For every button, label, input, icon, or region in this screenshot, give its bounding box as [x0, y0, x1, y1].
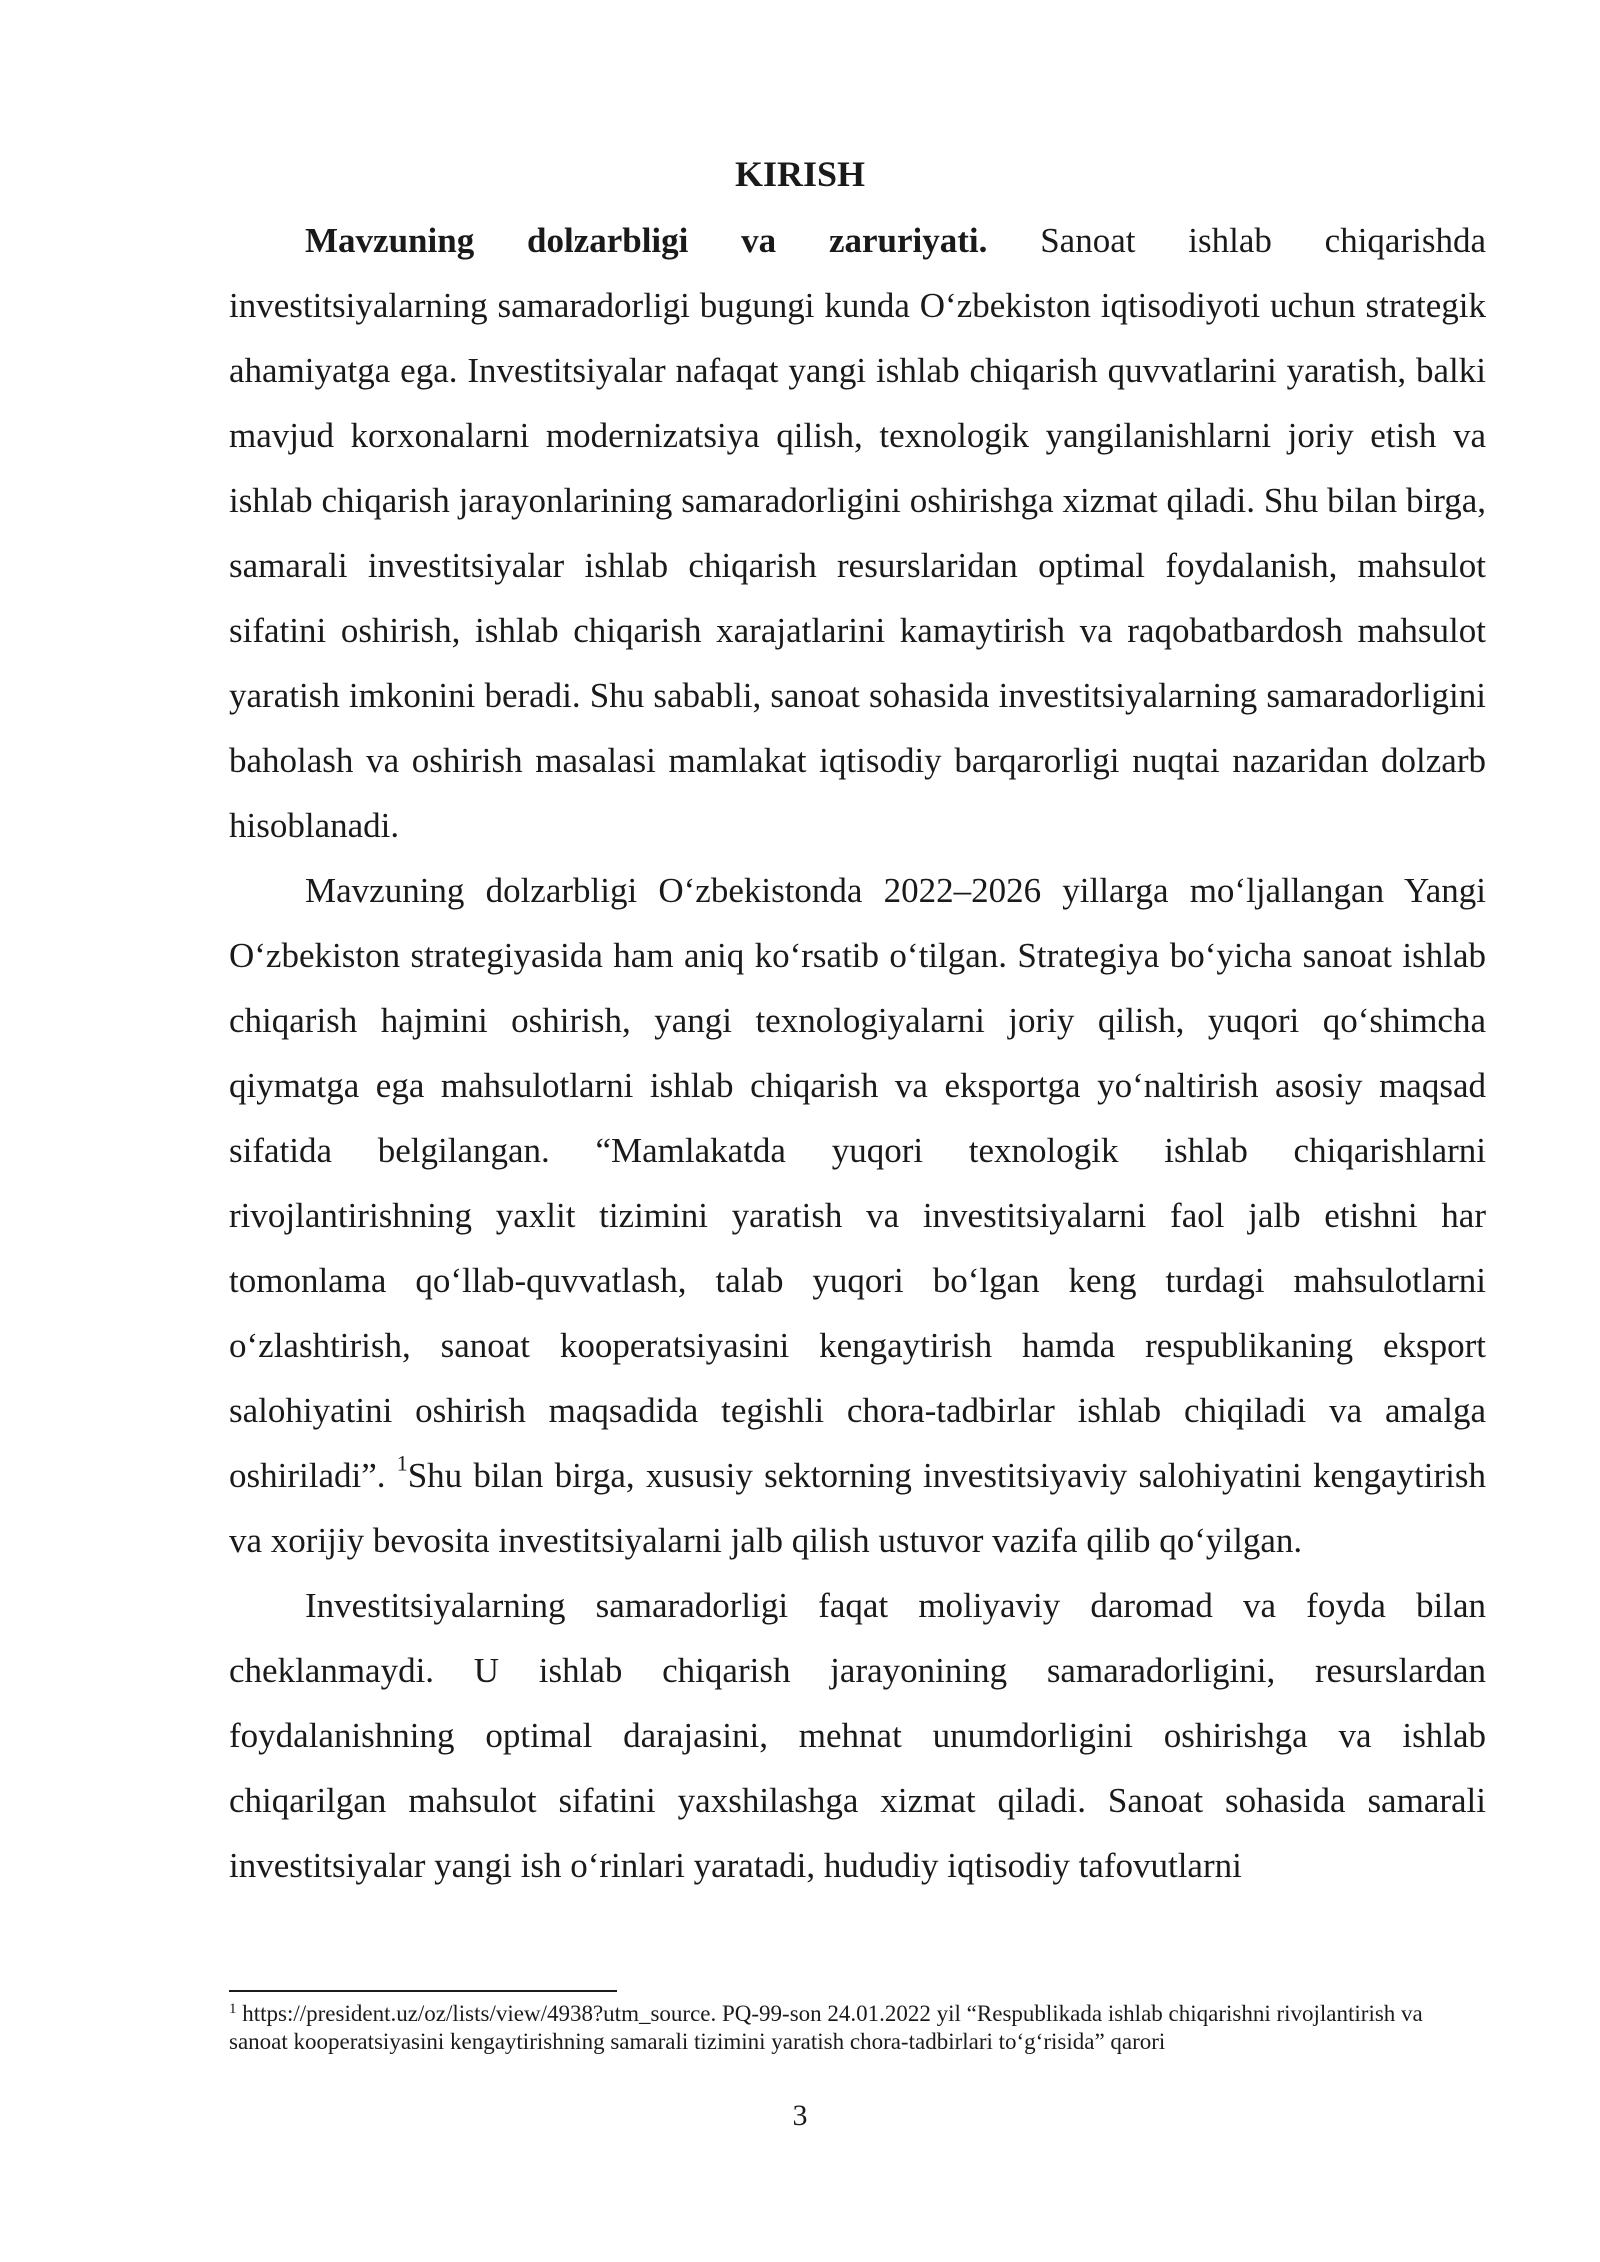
- paragraph-2-text-before: Mavzuning dolzarbligi O‘zbekistonda 2022–2026 yillarga mo‘ljallangan Yangi O‘zbekiston strategiyasida ham aniq ko‘rsatib o‘tilgan. Strategiya bo‘yicha sanoat ishlab chiqarish hajmini oshirish, yangi texnologiyalarni joriy qilish, yuqori qo‘shimcha qiymatga ega mahsulotlarni ishlab chiqarish va eksportga yo‘naltirish asosiy maqsad sifatida belgilangan. “Mamlakatda yuqori texnologik ishlab chiqarishlarni rivojlantirishning yaxlit tizimini yaratish va investitsiyalarni faol jalb etishni har tomonlama qo‘llab-quvvatlash, talab yuqori bo‘lgan keng turdagi mahsulotlarni o‘zlashtirish, sanoat kooperatsiyasini kengaytirish hamda respublikaning eksport salohiyatini oshirish maqsadida tegishli chora-tadbirlar ishlab chiqiladi va amalga oshiriladi”.: [229, 871, 1486, 1495]
- footnote-text: https://president.uz/oz/lists/view/4938?utm_source. PQ-99-son 24.01.2022 yil “Respublikada ishlab chiqarishni rivojlantirish va sanoat kooperatsiyasini kengaytirishning samarali tizimini yaratish chora-tadbirlari to‘g‘risida” qarori: [229, 2001, 1423, 2054]
- paragraph-2-text-after: Shu bilan birga, xususiy sektorning investitsiyaviy salohiyatini kengaytirish va xorijiy bevosita investitsiyalarni jalb qilish ustuvor vazifa qilib qo‘yilgan.: [229, 1456, 1486, 1560]
- footnote-separator: [229, 1990, 617, 1992]
- paragraph-1: [229, 208, 1486, 858]
- paragraph-1-text: Sanoat ishlab chiqarishda investitsiyalarning samaradorligi bugungi kunda O‘zbekiston iqtisodiyoti uchun strategik ahamiyatga ega. Investitsiyalar nafaqat yangi ishlab chiqarish quvvatlarini yaratish, balki mavjud korxonalarni modernizatsiya qilish, texnologik yangilanishlarni joriy etish va ishlab chiqarish jarayonlarining samaradorligini oshirishga xizmat qiladi. Shu bilan birga, samarali investitsiyalar ishlab chiqarish resurslaridan optimal foydalanish, mahsulot sifatini oshirish, ishlab chiqarish xarajatlarini kamaytirish va raqobatbardosh mahsulot yaratish imkonini beradi. Shu sababli, sanoat sohasida investitsiyalarning samaradorligini baholash va oshirish masalasi mamlakat iqtisodiy barqarorligi nuqtai nazaridan dolzarb hisoblanadi.: [229, 221, 1486, 845]
- paragraph-3: [229, 1573, 1486, 1898]
- footnote-reference[interactable]: 1: [396, 1450, 408, 1476]
- paragraph-3-text: Investitsiyalarning samaradorligi faqat moliyaviy daromad va foyda bilan cheklanmaydi. U ishlab chiqarish jarayonining samaradorligini, resurslardan foydalanishning optimal darajasini, mehnat unumdorligini oshirishga va ishlab chiqarilgan mahsulot sifatini yaxshilashga xizmat qiladi. Sanoat sohasida samarali investitsiyalar yangi ish o‘rinlari yaratadi, hududiy iqtisodiy tafovutlarni: [229, 1586, 1486, 1885]
- paragraph-lead: Mavzuning dolzarbligi va zaruriyati.: [305, 221, 988, 260]
- page-number: 3: [792, 2099, 808, 2132]
- footnote-number: 1: [229, 2000, 237, 2017]
- paragraph-2: [229, 858, 1486, 1573]
- footnote: [229, 2000, 1486, 2056]
- section-title: KIRISH: [734, 154, 866, 194]
- body-text: [229, 208, 1486, 1898]
